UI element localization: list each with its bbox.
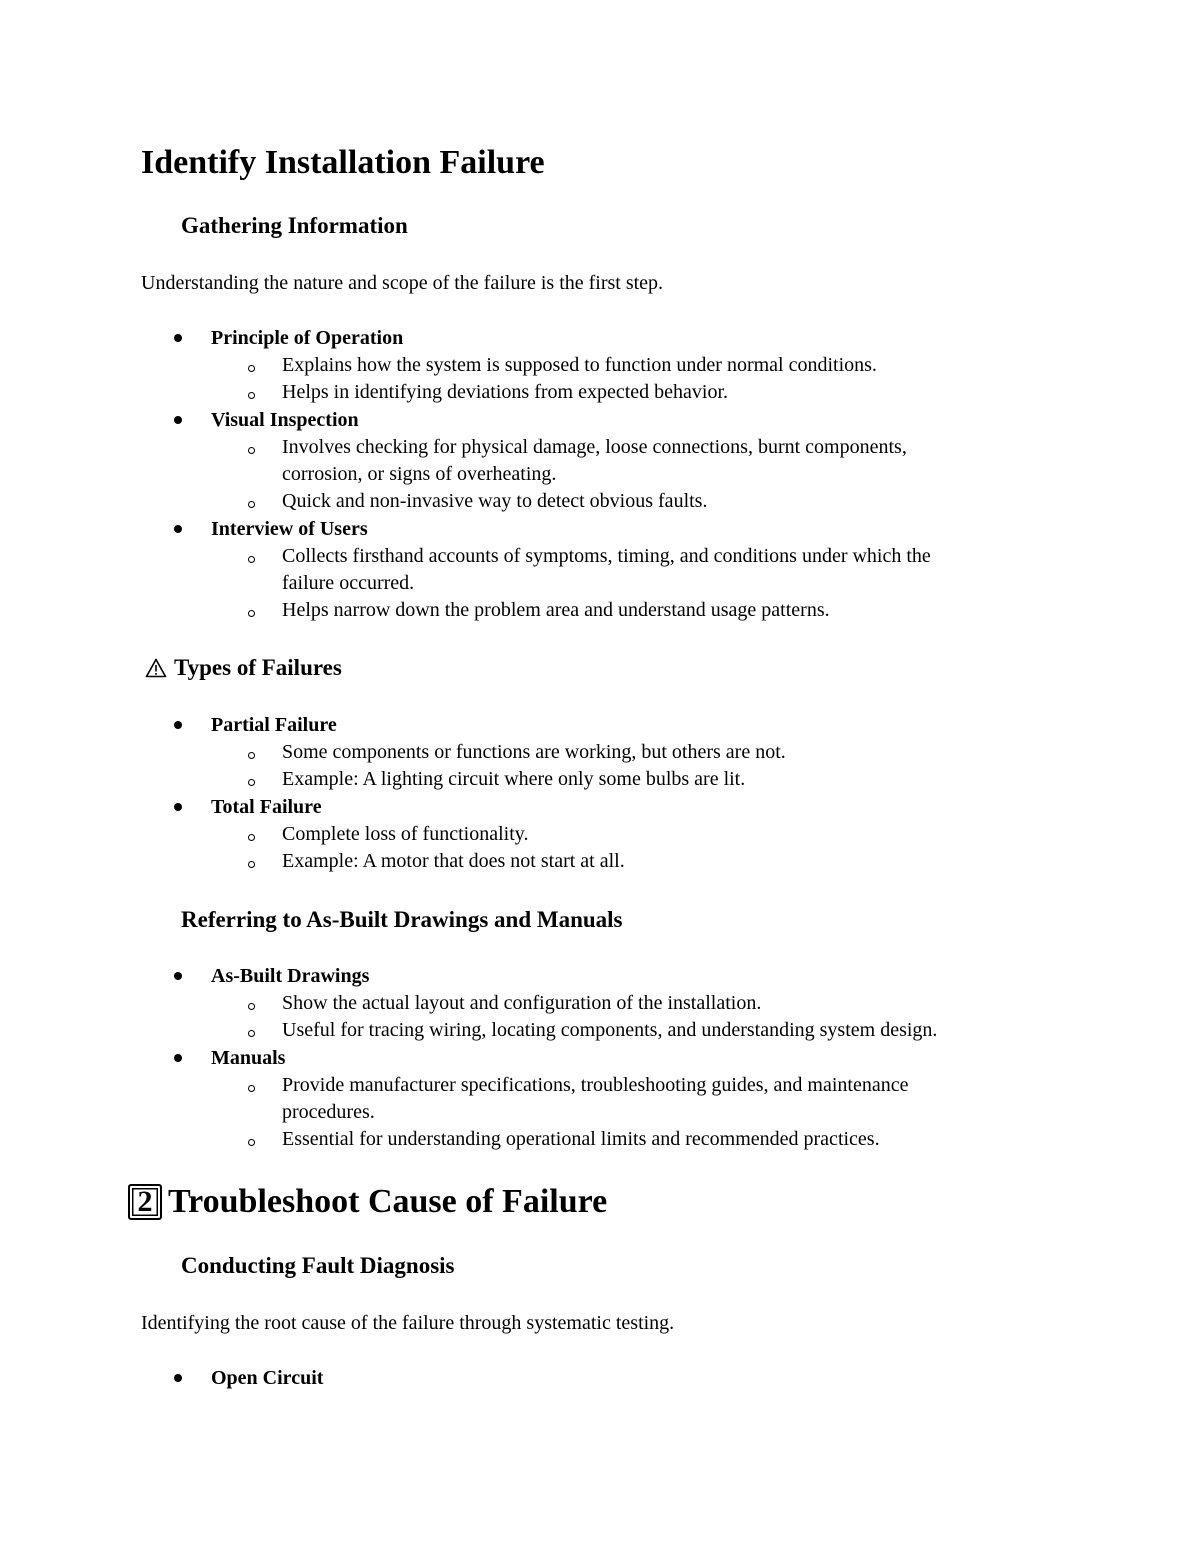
heading-referring-to-as-built-drawings: Referring to As-Built Drawings and Manuals [181,907,623,932]
list-item-as-built-drawings: As-Built Drawings [211,965,370,987]
sub-list-item: Essential for understanding operational limits and recommended practices. [282,1128,880,1150]
sub-bullet-icon [248,392,255,399]
sub-bullet-icon [248,861,255,868]
sub-bullet-icon [248,447,255,454]
list-item-interview-of-users: Interview of Users [211,518,368,540]
section-title-identify-installation-failure: Identify Installation Failure [141,144,545,181]
sub-bullet-icon [248,365,255,372]
sub-bullet-icon [248,1085,255,1092]
sub-bullet-icon [248,779,255,786]
diagnosis-intro: Identifying the root cause of the failure through systematic testing. [141,1312,675,1334]
sub-bullet-icon [248,1003,255,1010]
bullet-icon [174,1054,182,1062]
bullet-icon [174,416,182,424]
sub-bullet-icon [248,556,255,563]
sub-bullet-icon [248,1139,255,1146]
sub-list-item-continued: procedures. [282,1101,375,1123]
sub-bullet-icon [248,1030,255,1037]
sub-list-item: Complete loss of functionality. [282,823,529,845]
sub-list-item: Helps in identifying deviations from expected behavior. [282,381,728,403]
sub-list-item: Helps narrow down the problem area and understand usage patterns. [282,599,830,621]
section-title-troubleshoot-cause-of-failure: Troubleshoot Cause of Failure [168,1183,608,1220]
sub-list-item: Involves checking for physical damage, loose connections, burnt components, [282,436,907,458]
list-item-total-failure: Total Failure [211,796,322,818]
list-item-open-circuit: Open Circuit [211,1367,324,1389]
bullet-icon [174,972,182,980]
section-number-badge: 2 [128,1184,162,1220]
bullet-icon [174,721,182,729]
heading-types-of-failures: Types of Failures [174,655,342,680]
sub-list-item: Example: A motor that does not start at all. [282,850,625,872]
sub-list-item: Some components or functions are working, but others are not. [282,741,786,763]
bullet-icon [174,803,182,811]
list-item-visual-inspection: Visual Inspection [211,409,359,431]
warning-icon [145,658,167,678]
heading-conducting-fault-diagnosis: Conducting Fault Diagnosis [181,1253,455,1278]
bullet-icon [174,334,182,342]
sub-list-item-continued: corrosion, or signs of overheating. [282,463,557,485]
list-item-manuals: Manuals [211,1047,286,1069]
gathering-intro: Understanding the nature and scope of the failure is the first step. [141,272,664,294]
sub-bullet-icon [248,834,255,841]
sub-bullet-icon [248,501,255,508]
list-item-partial-failure: Partial Failure [211,714,337,736]
bullet-icon [174,525,182,533]
sub-bullet-icon [248,610,255,617]
sub-list-item-continued: failure occurred. [282,572,415,594]
bullet-icon [174,1374,182,1382]
sub-list-item: Show the actual layout and configuration of the installation. [282,992,762,1014]
sub-bullet-icon [248,752,255,759]
sub-list-item: Useful for tracing wiring, locating components, and understanding system design. [282,1019,938,1041]
sub-list-item: Quick and non-invasive way to detect obvious faults. [282,490,708,512]
sub-list-item: Collects firsthand accounts of symptoms, timing, and conditions under which the [282,545,931,567]
sub-list-item: Example: A lighting circuit where only some bulbs are lit. [282,768,746,790]
heading-gathering-information: Gathering Information [181,213,408,238]
sub-list-item: Provide manufacturer specifications, troubleshooting guides, and maintenance [282,1074,909,1096]
sub-list-item: Explains how the system is supposed to function under normal conditions. [282,354,877,376]
list-item-principle-of-operation: Principle of Operation [211,327,404,349]
